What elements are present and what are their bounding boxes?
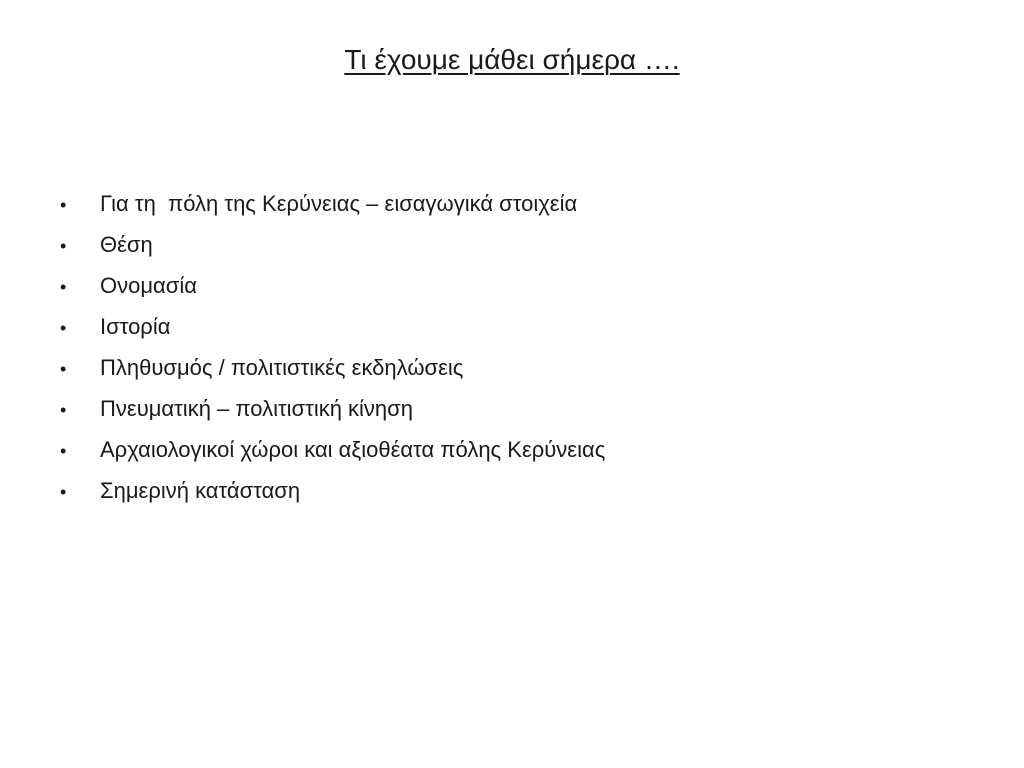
list-item-text: Αρχαιολογικοί χώροι και αξιοθέατα πόλης Κερύνειας xyxy=(100,437,606,462)
slide-title xyxy=(0,40,1024,80)
bullet-icon: • xyxy=(60,277,67,297)
bullet-list xyxy=(56,183,956,511)
list-item-text: Πληθυσμός / πολιτιστικές εκδηλώσεις xyxy=(100,355,464,380)
list-item xyxy=(56,265,956,306)
list-item xyxy=(56,183,956,224)
bullet-icon: • xyxy=(60,482,67,502)
bullet-icon: • xyxy=(60,318,67,338)
list-item-text: Σημερινή κατάσταση xyxy=(100,478,301,503)
list-item-text: Για τη πόλη της Κερύνειας – εισαγωγικά στοιχεία xyxy=(100,191,578,216)
list-item-text: Ιστορία xyxy=(100,314,171,339)
list-item-text: Ονομασία xyxy=(100,273,197,298)
list-item xyxy=(56,388,956,429)
list-item-text: Θέση xyxy=(100,232,153,257)
bullet-icon: • xyxy=(60,195,67,215)
slide-title-text: Τι έχουμε μάθει σήμερα …. xyxy=(344,44,680,75)
list-item-text: Πνευματική – πολιτιστική κίνηση xyxy=(100,396,413,421)
bullet-icon: • xyxy=(60,236,67,256)
list-item xyxy=(56,429,956,470)
bullet-icon: • xyxy=(60,441,67,461)
list-item xyxy=(56,347,956,388)
bullet-icon: • xyxy=(60,400,67,420)
list-item xyxy=(56,224,956,265)
list-item xyxy=(56,470,956,511)
bullet-icon: • xyxy=(60,359,67,379)
list-item xyxy=(56,306,956,347)
